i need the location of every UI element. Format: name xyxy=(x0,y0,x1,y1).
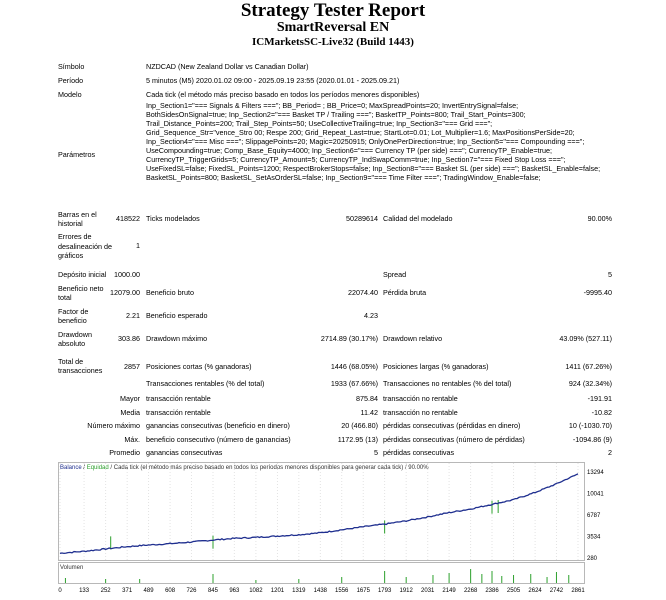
net-value: 12079.00 xyxy=(110,288,140,297)
report-title: Strategy Tester Report xyxy=(240,0,426,21)
loss-trades-label: Transacciones no rentables (% del total) xyxy=(383,379,512,388)
largest-profit-value: 875.84 xyxy=(356,394,378,403)
long-value: 1411 (67.26%) xyxy=(565,362,612,371)
volume-label: Volumen xyxy=(60,565,84,571)
largest-profit-label: transacción rentable xyxy=(146,394,211,403)
x-tick-label: 1319 xyxy=(292,588,306,594)
x-tick-label: 1675 xyxy=(356,588,370,594)
profit-trades-label: Transacciones rentables (% del total) xyxy=(146,379,265,388)
ticks-value: 50289614 xyxy=(346,214,378,223)
quality-label: Calidad del modelado xyxy=(383,214,453,223)
x-tick-label: 963 xyxy=(229,588,240,594)
y-tick-label: 280 xyxy=(587,556,598,562)
period-value: 5 minutos (M5) 2020.01.02 09:00 - 2025.09.19 23:55 (2020.01.01 - 2025.09.21) xyxy=(146,76,400,85)
pf-value: 2.21 xyxy=(126,311,140,320)
dd-abs-value: 303.86 xyxy=(118,334,140,343)
dd-rel-label: Drawdown relativo xyxy=(383,334,443,343)
dd-max-label: Drawdown máximo xyxy=(146,334,208,343)
x-tick-label: 2505 xyxy=(506,588,521,594)
param-line: Inp_Section4="=== Misc ==="; SlippagePoints=20; Magic=20250915; OnlyOnePerDirection=true; Inp_Section5="=== Compounding ==="; xyxy=(146,138,585,146)
gross-loss-value: -9995.40 xyxy=(583,288,612,297)
largest-prefix: Mayor xyxy=(120,394,140,403)
balance-chart-svg xyxy=(58,462,604,598)
dd-rel-value: 43.09% (527.11) xyxy=(559,334,612,343)
maxv-losses-value: -1094.86 (9) xyxy=(572,435,612,444)
param-line: UseCompounding=true; Comp_Base_Equity=4000; Inp_Section6="=== Currency TP (per side) ==="; CurrencyTP_Enable=true; xyxy=(146,147,552,155)
bars-value: 418522 xyxy=(116,214,140,223)
gross-loss-label: Pérdida bruta xyxy=(383,288,427,297)
symbol-label: Símbolo xyxy=(58,62,85,71)
x-tick-label: 0 xyxy=(58,588,62,594)
gross-profit-label: Beneficio bruto xyxy=(146,288,194,297)
max-losses-value: 10 (-1030.70) xyxy=(568,421,612,430)
quality-value: 90.00% xyxy=(587,214,612,223)
errors-value: 1 xyxy=(136,241,140,250)
y-tick-label: 13294 xyxy=(587,470,604,476)
largest-loss-label: transacción no rentable xyxy=(383,394,458,403)
bars-label: Barras en el historial xyxy=(58,210,97,228)
balance-chart xyxy=(58,462,604,598)
avgc-wins-value: 5 xyxy=(374,448,378,457)
maxv-wins-label: beneficio consecutivo (número de ganancias) xyxy=(146,435,291,444)
avgc-losses-label: pérdidas consecutivas xyxy=(383,448,455,457)
long-label: Posiciones largas (% ganadoras) xyxy=(383,362,489,371)
model-value: Cada tick (el método más preciso basado en todos los períodos menores disponibles) xyxy=(146,90,420,99)
x-tick-label: 1082 xyxy=(249,588,263,594)
x-tick-label: 2861 xyxy=(571,588,585,594)
x-tick-label: 2268 xyxy=(463,588,478,594)
avg-profit-label: transacción rentable xyxy=(146,408,211,417)
total-value: 2857 xyxy=(124,362,140,371)
symbol-value: NZDCAD (New Zealand Dollar vs Canadian Dollar) xyxy=(146,62,309,71)
maxv-wins-value: 1172.95 (13) xyxy=(337,435,378,444)
spread-label: Spread xyxy=(383,270,407,279)
avgc-wins-label: ganancias consecutivas xyxy=(146,448,223,457)
expected-value: 4.23 xyxy=(364,311,378,320)
pf-label: Factor de beneficio xyxy=(58,307,89,325)
avg-profit-value: 11.42 xyxy=(360,408,378,417)
dd-abs-label: Drawdown absoluto xyxy=(58,330,92,348)
x-tick-label: 2742 xyxy=(549,588,564,594)
chart-legend: Balance / Equidad / Cada tick (el método más preciso basado en todos los períodos menores disponibles para generar cada tick) / 90.00% xyxy=(60,465,429,471)
volume-frame xyxy=(59,563,585,584)
max-prefix: Número máximo xyxy=(87,421,140,430)
max-wins-label: ganancias consecutivas (beneficio en dinero) xyxy=(146,421,290,430)
expert-name: SmartReversal EN xyxy=(276,20,390,35)
largest-loss-value: -191.91 xyxy=(587,394,612,403)
expected-label: Beneficio esperado xyxy=(146,311,208,320)
param-line: UseFixedSL=false; FixedSL_Points=1200; RespectBrokerStops=false; Inp_Section8="=== Basket SL (per side) ==="; BasketSL_Enable=false; xyxy=(146,165,601,173)
avg-prefix: Media xyxy=(120,408,140,417)
x-tick-label: 1912 xyxy=(399,588,413,594)
param-line: CurrencyTP_TriggerGrids=5; CurrencyTP_Amount=5; CurrencyTP_IndSwapComm=true; Inp_Section7="=== Fixed Stop Loss ==="; xyxy=(146,156,566,164)
deposit-value: 1000.00 xyxy=(114,270,140,279)
gross-profit-value: 22074.40 xyxy=(348,288,378,297)
maxv-losses-label: pérdidas consecutivas (número de pérdidas) xyxy=(383,435,525,444)
x-tick-label: 726 xyxy=(186,588,197,594)
params-label: Parámetros xyxy=(58,150,96,159)
short-value: 1446 (68.05%) xyxy=(330,362,378,371)
x-tick-label: 252 xyxy=(100,588,111,594)
maxv-prefix: Máx. xyxy=(124,435,140,444)
ticks-label: Ticks modelados xyxy=(146,214,200,223)
x-tick-label: 845 xyxy=(207,588,218,594)
max-losses-label: pérdidas consecutivas (pérdidas en dinero) xyxy=(383,421,521,430)
net-label: Beneficio neto total xyxy=(58,284,104,302)
x-tick-label: 1556 xyxy=(335,588,349,594)
model-label: Modelo xyxy=(58,90,82,99)
profit-trades-value: 1933 (67.66%) xyxy=(330,379,378,388)
y-tick-label: 10041 xyxy=(587,491,604,498)
x-tick-label: 489 xyxy=(143,588,154,594)
deposit-label: Depósito inicial xyxy=(58,270,107,279)
param-line: BasketSL_Points=800; BasketSL_SetAsOrderSL=false; Inp_Section9="=== Time Filter ==="; TradingWindow_Enable=false; xyxy=(146,174,541,182)
x-tick-label: 2149 xyxy=(442,588,456,594)
y-tick-label: 6787 xyxy=(587,513,601,519)
dd-max-value: 2714.89 (30.17%) xyxy=(320,334,378,343)
server-build: ICMarketsSC-Live32 (Build 1443) xyxy=(252,36,414,48)
avgc-prefix: Promedio xyxy=(109,448,140,457)
loss-trades-value: 924 (32.34%) xyxy=(568,379,612,388)
x-tick-label: 2031 xyxy=(421,588,435,594)
legend-equity: Equidad xyxy=(86,465,109,471)
legend-balance: Balance xyxy=(60,465,82,471)
avg-loss-value: -10.82 xyxy=(591,408,612,417)
avgc-losses-value: 2 xyxy=(608,448,612,457)
param-line: Inp_Section1="=== Signals & Filters ==="; BB_Period= ; BB_Price=0; MaxSpreadPoints=20; InvertEntrySignal=false; xyxy=(146,102,519,110)
y-tick-label: 3534 xyxy=(587,534,601,541)
short-label: Posiciones cortas (% ganadoras) xyxy=(146,362,252,371)
x-tick-label: 371 xyxy=(122,588,133,594)
param-line: Grid_Sequence_Str="vence_Stro 00; Respe 200; Grid_Repeat_Last=true; StartLot=0.01; Lot_Multiplier=1.6; MaxPositionsPerSide=20; xyxy=(146,129,575,137)
param-line: BothSidesOnSignal=true; Inp_Section2="=== Basket TP / Trailing ==="; BasketTP_Points=800; Trail_Start_Points=300; xyxy=(146,111,526,119)
period-label: Período xyxy=(58,76,84,85)
avg-loss-label: transacción no rentable xyxy=(383,408,458,417)
errors-label: Errores de desalineación de gráficos xyxy=(58,232,112,260)
x-tick-label: 2386 xyxy=(485,588,499,594)
x-tick-label: 133 xyxy=(79,588,90,594)
x-tick-label: 1201 xyxy=(270,588,285,594)
x-tick-label: 1793 xyxy=(377,588,392,594)
spread-value: 5 xyxy=(608,270,612,279)
param-line: Trail_Distance_Points=200; Trail_Step_Points=50; UseCollectiveTrailing=true; Inp_Section3="=== Grid ==="; xyxy=(146,120,493,128)
max-wins-value: 20 (466.80) xyxy=(341,421,378,430)
x-tick-label: 1438 xyxy=(313,588,328,594)
x-tick-label: 608 xyxy=(165,588,176,594)
total-label: Total de transacciones xyxy=(58,357,103,375)
x-tick-label: 2624 xyxy=(528,588,542,594)
